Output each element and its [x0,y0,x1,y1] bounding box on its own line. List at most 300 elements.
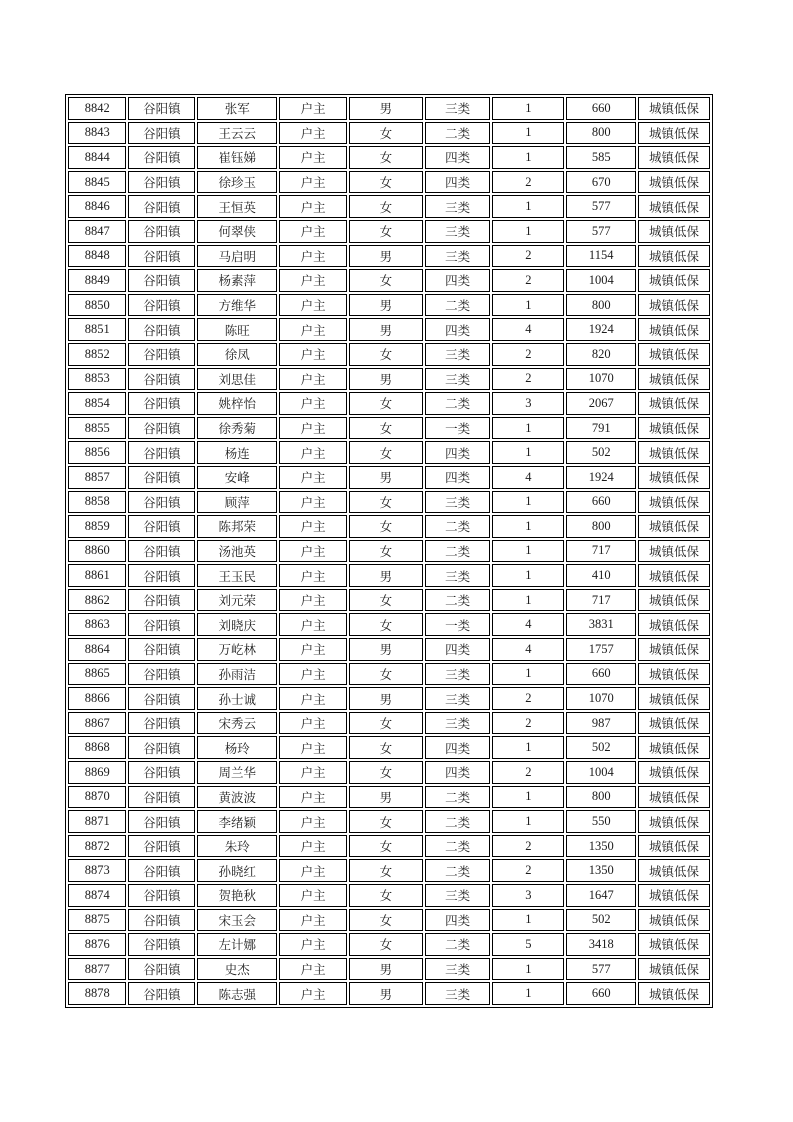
cell-gender: 女 [349,122,423,145]
cell-relation: 户主 [279,146,347,169]
cell-category: 二类 [425,933,491,956]
cell-amount: 550 [566,810,636,833]
cell-person-count: 3 [492,884,564,907]
cell-town: 谷阳镇 [128,859,195,882]
cell-gender: 男 [349,318,423,341]
cell-category: 二类 [425,786,491,809]
cell-gender: 女 [349,663,423,686]
cell-person-count: 2 [492,761,564,784]
cell-category: 四类 [425,441,491,464]
cell-category: 三类 [425,982,491,1005]
cell-name: 宋秀云 [197,712,277,735]
cell-category: 四类 [425,269,491,292]
cell-person-count: 1 [492,810,564,833]
cell-amount: 502 [566,909,636,932]
cell-gender: 男 [349,982,423,1005]
cell-serial-number: 8849 [68,269,126,292]
cell-serial-number: 8864 [68,638,126,661]
cell-serial-number: 8870 [68,786,126,809]
cell-serial-number: 8865 [68,663,126,686]
cell-category: 四类 [425,761,491,784]
cell-gender: 女 [349,810,423,833]
cell-category: 四类 [425,909,491,932]
cell-name: 刘元荣 [197,589,277,612]
cell-town: 谷阳镇 [128,564,195,587]
cell-person-count: 1 [492,417,564,440]
cell-name: 方维华 [197,294,277,317]
cell-relation: 户主 [279,97,347,120]
cell-category: 二类 [425,515,491,538]
table-row [68,343,710,366]
table-row [68,933,710,956]
cell-assistance-type: 城镇低保 [638,810,710,833]
cell-town: 谷阳镇 [128,810,195,833]
cell-amount: 1350 [566,859,636,882]
cell-gender: 女 [349,195,423,218]
cell-name: 黄波波 [197,786,277,809]
cell-serial-number: 8877 [68,958,126,981]
table-row [68,146,710,169]
cell-serial-number: 8861 [68,564,126,587]
cell-name: 孙士诚 [197,687,277,710]
cell-amount: 660 [566,491,636,514]
cell-town: 谷阳镇 [128,466,195,489]
cell-category: 三类 [425,663,491,686]
cell-relation: 户主 [279,318,347,341]
cell-serial-number: 8872 [68,835,126,858]
cell-town: 谷阳镇 [128,269,195,292]
table-row [68,663,710,686]
cell-gender: 男 [349,638,423,661]
cell-town: 谷阳镇 [128,392,195,415]
cell-person-count: 1 [492,564,564,587]
table-row [68,417,710,440]
table-row [68,712,710,735]
cell-assistance-type: 城镇低保 [638,466,710,489]
cell-assistance-type: 城镇低保 [638,343,710,366]
cell-relation: 户主 [279,392,347,415]
cell-assistance-type: 城镇低保 [638,958,710,981]
cell-gender: 男 [349,368,423,391]
cell-assistance-type: 城镇低保 [638,859,710,882]
cell-category: 一类 [425,417,491,440]
cell-gender: 女 [349,589,423,612]
cell-name: 张军 [197,97,277,120]
cell-person-count: 2 [492,712,564,735]
cell-gender: 男 [349,564,423,587]
cell-amount: 3418 [566,933,636,956]
cell-amount: 1070 [566,687,636,710]
cell-person-count: 1 [492,958,564,981]
cell-name: 徐秀菊 [197,417,277,440]
cell-category: 二类 [425,122,491,145]
cell-assistance-type: 城镇低保 [638,491,710,514]
cell-gender: 男 [349,466,423,489]
table-row [68,613,710,636]
cell-relation: 户主 [279,368,347,391]
table-row [68,392,710,415]
cell-amount: 1924 [566,318,636,341]
cell-assistance-type: 城镇低保 [638,613,710,636]
cell-name: 徐凤 [197,343,277,366]
cell-town: 谷阳镇 [128,958,195,981]
cell-gender: 女 [349,736,423,759]
cell-amount: 2067 [566,392,636,415]
cell-category: 三类 [425,220,491,243]
cell-name: 刘晓庆 [197,613,277,636]
cell-relation: 户主 [279,589,347,612]
cell-assistance-type: 城镇低保 [638,564,710,587]
cell-relation: 户主 [279,269,347,292]
cell-serial-number: 8851 [68,318,126,341]
cell-amount: 660 [566,982,636,1005]
cell-relation: 户主 [279,712,347,735]
cell-gender: 男 [349,786,423,809]
cell-town: 谷阳镇 [128,786,195,809]
table-row [68,318,710,341]
table-row [68,220,710,243]
cell-category: 四类 [425,146,491,169]
cell-name: 孙雨洁 [197,663,277,686]
cell-relation: 户主 [279,122,347,145]
cell-relation: 户主 [279,638,347,661]
cell-serial-number: 8860 [68,540,126,563]
cell-assistance-type: 城镇低保 [638,269,710,292]
cell-name: 朱玲 [197,835,277,858]
cell-person-count: 1 [492,97,564,120]
table-row [68,589,710,612]
cell-relation: 户主 [279,786,347,809]
cell-name: 宋玉会 [197,909,277,932]
cell-town: 谷阳镇 [128,613,195,636]
cell-person-count: 1 [492,663,564,686]
cell-amount: 1350 [566,835,636,858]
cell-assistance-type: 城镇低保 [638,835,710,858]
cell-gender: 男 [349,687,423,710]
cell-relation: 户主 [279,220,347,243]
cell-person-count: 2 [492,368,564,391]
cell-town: 谷阳镇 [128,687,195,710]
cell-assistance-type: 城镇低保 [638,761,710,784]
table-row [68,761,710,784]
cell-town: 谷阳镇 [128,909,195,932]
cell-category: 二类 [425,540,491,563]
cell-gender: 女 [349,392,423,415]
cell-amount: 660 [566,97,636,120]
cell-assistance-type: 城镇低保 [638,245,710,268]
table-row [68,540,710,563]
cell-assistance-type: 城镇低保 [638,220,710,243]
cell-assistance-type: 城镇低保 [638,638,710,661]
cell-amount: 1004 [566,761,636,784]
cell-assistance-type: 城镇低保 [638,171,710,194]
cell-relation: 户主 [279,736,347,759]
cell-person-count: 1 [492,736,564,759]
cell-town: 谷阳镇 [128,122,195,145]
cell-town: 谷阳镇 [128,515,195,538]
cell-town: 谷阳镇 [128,663,195,686]
cell-assistance-type: 城镇低保 [638,712,710,735]
cell-relation: 户主 [279,958,347,981]
cell-town: 谷阳镇 [128,638,195,661]
cell-assistance-type: 城镇低保 [638,195,710,218]
cell-amount: 800 [566,294,636,317]
cell-assistance-type: 城镇低保 [638,909,710,932]
cell-person-count: 2 [492,859,564,882]
cell-amount: 987 [566,712,636,735]
cell-person-count: 1 [492,786,564,809]
cell-person-count: 1 [492,146,564,169]
cell-category: 二类 [425,835,491,858]
cell-relation: 户主 [279,540,347,563]
table-row [68,368,710,391]
cell-person-count: 1 [492,515,564,538]
cell-gender: 女 [349,171,423,194]
cell-relation: 户主 [279,515,347,538]
cell-gender: 男 [349,294,423,317]
cell-serial-number: 8846 [68,195,126,218]
cell-amount: 800 [566,122,636,145]
cell-amount: 660 [566,663,636,686]
cell-category: 三类 [425,687,491,710]
cell-gender: 女 [349,761,423,784]
cell-town: 谷阳镇 [128,736,195,759]
cell-name: 顾萍 [197,491,277,514]
cell-name: 杨玲 [197,736,277,759]
benefits-table [65,94,713,1008]
cell-amount: 800 [566,786,636,809]
cell-gender: 女 [349,712,423,735]
cell-gender: 女 [349,146,423,169]
cell-relation: 户主 [279,933,347,956]
cell-relation: 户主 [279,859,347,882]
cell-person-count: 1 [492,982,564,1005]
cell-assistance-type: 城镇低保 [638,540,710,563]
table-row [68,687,710,710]
table-row [68,245,710,268]
cell-gender: 女 [349,269,423,292]
cell-person-count: 1 [492,909,564,932]
cell-relation: 户主 [279,294,347,317]
table-row [68,786,710,809]
cell-amount: 1154 [566,245,636,268]
table-body [68,97,710,1005]
cell-assistance-type: 城镇低保 [638,933,710,956]
cell-gender: 女 [349,491,423,514]
cell-relation: 户主 [279,466,347,489]
cell-assistance-type: 城镇低保 [638,122,710,145]
cell-category: 三类 [425,884,491,907]
cell-town: 谷阳镇 [128,171,195,194]
cell-amount: 585 [566,146,636,169]
cell-town: 谷阳镇 [128,368,195,391]
cell-serial-number: 8858 [68,491,126,514]
table-row [68,810,710,833]
cell-town: 谷阳镇 [128,933,195,956]
cell-gender: 女 [349,884,423,907]
cell-serial-number: 8862 [68,589,126,612]
table-row [68,958,710,981]
table-row [68,859,710,882]
cell-relation: 户主 [279,884,347,907]
cell-amount: 1647 [566,884,636,907]
table-row [68,564,710,587]
cell-assistance-type: 城镇低保 [638,417,710,440]
cell-assistance-type: 城镇低保 [638,294,710,317]
cell-relation: 户主 [279,835,347,858]
cell-assistance-type: 城镇低保 [638,97,710,120]
cell-category: 四类 [425,736,491,759]
cell-amount: 3831 [566,613,636,636]
cell-relation: 户主 [279,343,347,366]
cell-category: 二类 [425,392,491,415]
cell-town: 谷阳镇 [128,318,195,341]
cell-gender: 女 [349,909,423,932]
table-row [68,884,710,907]
cell-name: 贺艳秋 [197,884,277,907]
cell-assistance-type: 城镇低保 [638,687,710,710]
table-row [68,269,710,292]
cell-person-count: 2 [492,245,564,268]
cell-town: 谷阳镇 [128,441,195,464]
cell-name: 陈邦荣 [197,515,277,538]
cell-amount: 410 [566,564,636,587]
cell-gender: 女 [349,343,423,366]
cell-town: 谷阳镇 [128,884,195,907]
cell-assistance-type: 城镇低保 [638,515,710,538]
cell-category: 三类 [425,368,491,391]
cell-name: 周兰华 [197,761,277,784]
cell-assistance-type: 城镇低保 [638,146,710,169]
cell-person-count: 1 [492,589,564,612]
cell-category: 三类 [425,712,491,735]
cell-category: 二类 [425,859,491,882]
cell-category: 三类 [425,245,491,268]
cell-serial-number: 8845 [68,171,126,194]
cell-category: 三类 [425,564,491,587]
cell-relation: 户主 [279,663,347,686]
cell-assistance-type: 城镇低保 [638,736,710,759]
cell-serial-number: 8853 [68,368,126,391]
cell-serial-number: 8843 [68,122,126,145]
cell-amount: 717 [566,540,636,563]
cell-relation: 户主 [279,613,347,636]
cell-relation: 户主 [279,195,347,218]
cell-name: 刘思佳 [197,368,277,391]
cell-serial-number: 8866 [68,687,126,710]
cell-gender: 女 [349,540,423,563]
cell-name: 安峰 [197,466,277,489]
cell-serial-number: 8873 [68,859,126,882]
cell-serial-number: 8876 [68,933,126,956]
cell-person-count: 1 [492,441,564,464]
cell-person-count: 4 [492,613,564,636]
cell-serial-number: 8874 [68,884,126,907]
cell-assistance-type: 城镇低保 [638,786,710,809]
cell-assistance-type: 城镇低保 [638,982,710,1005]
cell-serial-number: 8842 [68,97,126,120]
cell-relation: 户主 [279,687,347,710]
table-row [68,638,710,661]
cell-gender: 男 [349,958,423,981]
cell-serial-number: 8863 [68,613,126,636]
cell-person-count: 1 [492,491,564,514]
table-row [68,982,710,1005]
cell-person-count: 2 [492,171,564,194]
cell-gender: 女 [349,835,423,858]
cell-serial-number: 8847 [68,220,126,243]
cell-category: 四类 [425,466,491,489]
cell-amount: 502 [566,441,636,464]
cell-town: 谷阳镇 [128,294,195,317]
cell-gender: 女 [349,441,423,464]
cell-name: 王云云 [197,122,277,145]
cell-town: 谷阳镇 [128,245,195,268]
cell-amount: 577 [566,195,636,218]
cell-amount: 502 [566,736,636,759]
cell-relation: 户主 [279,982,347,1005]
cell-town: 谷阳镇 [128,220,195,243]
cell-serial-number: 8844 [68,146,126,169]
table-row [68,736,710,759]
cell-amount: 1070 [566,368,636,391]
cell-person-count: 4 [492,638,564,661]
cell-category: 二类 [425,810,491,833]
cell-name: 李绪颖 [197,810,277,833]
cell-name: 杨连 [197,441,277,464]
cell-serial-number: 8867 [68,712,126,735]
cell-relation: 户主 [279,761,347,784]
table-row [68,835,710,858]
cell-name: 杨素萍 [197,269,277,292]
cell-amount: 717 [566,589,636,612]
cell-category: 三类 [425,958,491,981]
cell-person-count: 2 [492,835,564,858]
cell-name: 马启明 [197,245,277,268]
cell-relation: 户主 [279,245,347,268]
cell-assistance-type: 城镇低保 [638,441,710,464]
cell-category: 三类 [425,491,491,514]
cell-person-count: 2 [492,343,564,366]
cell-amount: 1004 [566,269,636,292]
cell-town: 谷阳镇 [128,146,195,169]
cell-town: 谷阳镇 [128,982,195,1005]
cell-serial-number: 8878 [68,982,126,1005]
cell-gender: 男 [349,97,423,120]
cell-town: 谷阳镇 [128,417,195,440]
cell-name: 崔钰娣 [197,146,277,169]
cell-relation: 户主 [279,417,347,440]
cell-assistance-type: 城镇低保 [638,318,710,341]
cell-name: 孙晓红 [197,859,277,882]
cell-amount: 577 [566,958,636,981]
cell-relation: 户主 [279,564,347,587]
cell-person-count: 3 [492,392,564,415]
cell-name: 史杰 [197,958,277,981]
cell-person-count: 2 [492,269,564,292]
cell-town: 谷阳镇 [128,589,195,612]
table-row [68,195,710,218]
cell-gender: 女 [349,417,423,440]
cell-assistance-type: 城镇低保 [638,663,710,686]
cell-serial-number: 8859 [68,515,126,538]
cell-assistance-type: 城镇低保 [638,392,710,415]
table-row [68,171,710,194]
table-row [68,466,710,489]
cell-person-count: 1 [492,540,564,563]
cell-person-count: 1 [492,122,564,145]
cell-name: 王恒英 [197,195,277,218]
